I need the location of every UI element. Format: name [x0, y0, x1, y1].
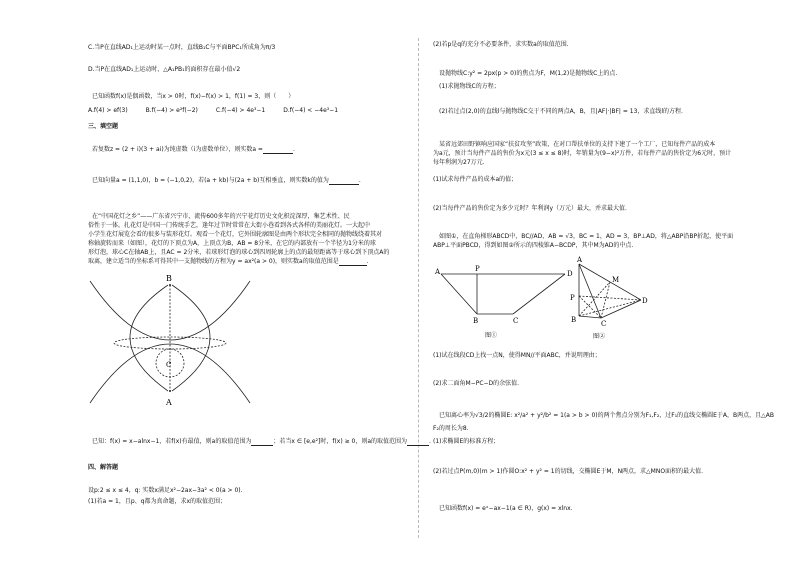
q19-part-1: (1)试求每件产品的成本a的值；	[433, 176, 518, 183]
f2-label-p: P	[570, 294, 575, 302]
q19-line-1: 某省远郊田野镇响应国家“扶贫攻坚”政策，在对口帮扶单位的支持下建了一个工厂，已知每件产品的成本	[439, 141, 716, 148]
q12-options: A.f(4) > ef(3) B.f(−4) > e²f(−2) C.f(−4) > 4e³−1 D.f(−4) < −4e³−1	[88, 107, 339, 114]
q20-line-1: 如图①，在直角梯形ABCD中，BC//AD，AB = √3，BC = 1，AD = 3，BP⊥AD，将△ABP沿BP折起，使平面	[439, 233, 734, 240]
lantern-figure	[88, 271, 258, 421]
f2-caption: 图②	[593, 333, 606, 340]
f2-label-a: A	[577, 256, 583, 264]
q15-line-3: 小学生花灯展览会看的很多与装形花灯。观看一个花灯，它外围轮廓图是由两个形状完全相同的抛物线绕着其对	[88, 231, 383, 238]
q15-line-6: 取离，建立适当的坐标系可得其中一支抛物线的方程为y = ax²(a > 0)，则实数a的取值范围是 .	[88, 258, 369, 265]
q18-stem: 设抛物线C:y² = 2px(p > 0)的焦点为F，M(1,2)是抛物线C上的点.	[439, 70, 618, 77]
q13-text: 若复数z = (2 + i)(3 + ai)为纯虚数（i为虚数单位），则实数a = .	[92, 146, 295, 153]
q19-part-2: (2)当每件产品的售价定为多少元时？年利润y（万元）最大，并求最大值.	[433, 205, 627, 212]
q20-part-1: (1)试在线段CD上找一点N，使得MN//平面ABC，并说明理由；	[433, 352, 601, 359]
q14-text: 已知向量a = (1,1,0)，b = (−1,0,2)，若(a + kb)与(2a + b)互相垂直，则实数k的值为 .	[92, 177, 361, 184]
q22-stem: 已知函数f(x) = eˣ−ax−1(a ∈ R)，g(x) = xlnx.	[439, 505, 573, 512]
f2-label-d: D	[642, 297, 648, 305]
figure-1-trapezoid	[433, 262, 573, 342]
f2-label-c: C	[601, 320, 607, 328]
q20-part-2: (2)求二面角M−PC−D的余弦值.	[433, 380, 520, 387]
q20-line-2: ABP⊥平面PBCD，得到如图②所示的四棱锥A−BCDP，其中M为AD的中点.	[433, 242, 634, 249]
q18-part-2: (2)若过点(2,0)的直线l与抛物线C交于不同的两点A，B，且|AF|·|BF| = 13，求直线l的方程.	[439, 108, 683, 115]
q21-line-1: 已知离心率为√3/2的椭圆E: x²/a² + y²/b² = 1(a > b > 0)的两个焦点分别为F₁,F₂，过F₁的直线交椭圆E于A，B两点，且△AB	[439, 412, 774, 419]
f1-label-c: C	[513, 317, 519, 325]
q21-line-2: F₂的周长为8.	[433, 425, 469, 432]
q18-part-1: (1)求抛物线C的方程；	[439, 83, 500, 90]
section-solution-heading: 四、解答题	[88, 464, 119, 471]
q17-stem: 设p:2 ≤ x ≤ 4，q: 实数x满足x²−2ax−3a² < 0(a > 0).	[88, 487, 243, 494]
figure-2-pyramid	[565, 256, 649, 342]
label-a: A	[166, 398, 172, 407]
f1-label-d: D	[567, 270, 573, 278]
f1-label-a: A	[435, 268, 441, 276]
label-b: B	[166, 274, 172, 283]
f1-label-p: P	[475, 265, 480, 273]
f2-label-b: B	[571, 316, 577, 324]
column-divider	[418, 38, 419, 538]
q21-part-2: (2)若过点P(m,0)(m > 1)作圆O:x² + y² = 1的切线，交椭圆E于M，N两点，求△MNO面积的最大值.	[433, 468, 703, 475]
q15-line-2: 俗性于一体，扎花灯是中国一门传统手艺，逢年过节时常常在大街小巷看到各式各样的美丽花灯。一大起中	[88, 222, 371, 229]
q21-part-1: (1)求椭圆E的标准方程；	[433, 438, 500, 445]
f2-label-m: M	[612, 276, 620, 284]
right-column	[433, 0, 774, 562]
q17-part-1: (1)若a = 1，且p、q都为真命题，求x的取值范围；	[88, 498, 227, 505]
f1-caption: 图①	[485, 332, 498, 339]
q17-part-2: (2)若p是q的充分不必要条件，求实数a的取值范围.	[433, 41, 569, 48]
f1-label-b: B	[473, 317, 479, 325]
q19-line-3: 每年利润为27万元.	[433, 159, 485, 166]
q15-line-1: 在“中国花灯之乡”——广东省兴宁市，流传600多年的兴宁花灯历史文化积淀深厚，集艺术性、民	[92, 213, 350, 220]
q15-line-4: 称轴旋转而来（如图），花灯的下顶点为A，上顶点为B，AB = 8分米，在它的内部放有一个半径为1分米的球	[88, 240, 376, 247]
q11-option-c: C.当P在直线AD₁上运动时某一点时，直线B₁C与平面BPC₁所成角为π/3	[88, 44, 276, 51]
section-fill-in-heading: 三、填空题	[88, 123, 119, 130]
label-c: C	[166, 361, 172, 369]
left-column	[88, 0, 431, 562]
q11-option-d: D.当P在直线AD₁上运动时，△A₁PB₁的面积存在最小值√2	[88, 66, 241, 73]
q19-line-2: 为a元，预计当每件产品的售价为x元(3 ≤ x ≤ 8)时，年销量为(9−x)²万件，若每件产品的售价定为6元时，预计	[433, 150, 732, 157]
q12-stem: 已知函数f(x)是偶函数，当x > 0时，f(x)−f(x) > 1，f(1) = 3，则（ ）	[92, 93, 295, 100]
q16-text: 已知：f(x) = x−alnx−1，若f(x)有最值，则a的取值范围为 ；若当x ∈ [e,e²]时，f(x) ≥ 0，则a的取值范围为 .	[92, 438, 431, 445]
q15-line-5: 形灯泡，球心C在轴AB上，且AC = 2分米，若球形灯泡的球心到四周轮廓上的点的最短距离等于球心到下顶点A的	[88, 249, 390, 256]
